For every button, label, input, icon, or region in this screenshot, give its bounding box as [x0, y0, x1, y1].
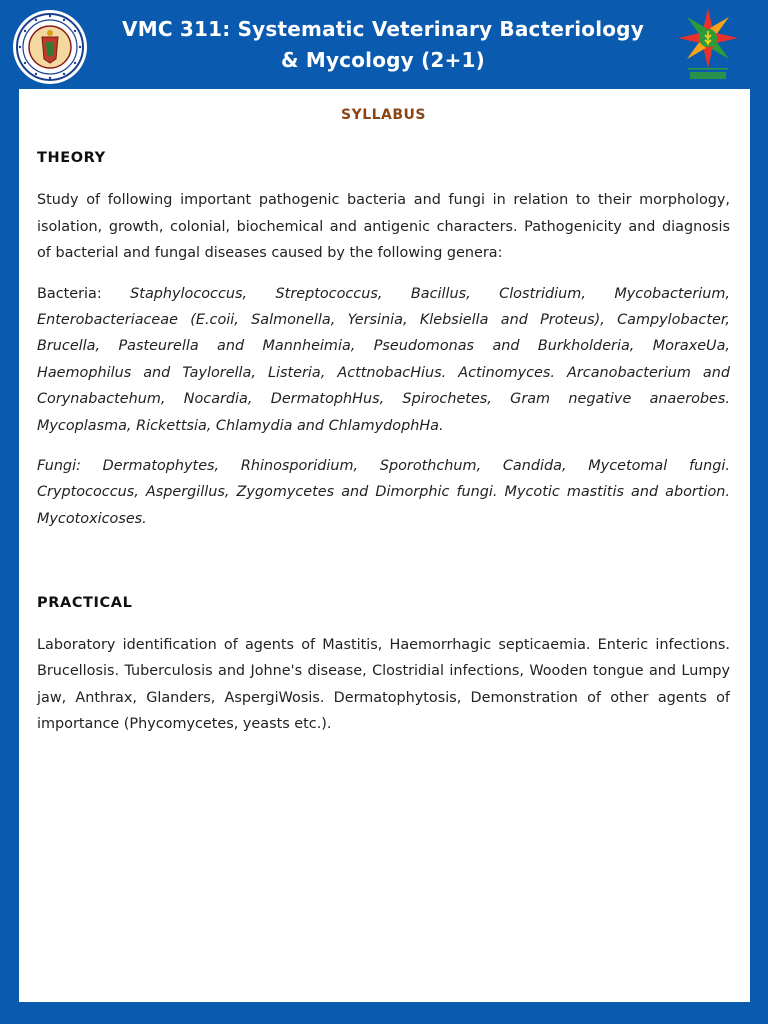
title-line-2: & Mycology (2+1)	[281, 48, 485, 72]
document-title	[100, 14, 666, 76]
bacteria-list: Staphylococcus, Streptococcus, Bacillus, Clostridium, Mycobacterium, Enterobacteriaceae (E.coii, Salmonella, Yersinia, Klebsiella and Proteus), Campylobacter, Brucella, Pasteurella and Mannheimia, Pseudomonas and Burkholderia, MoraxeUa, Haemophilus and Taylorella, Listeria, ActtnobacHius. Actinomyces. Arcanobacterium and Corynabactehum, Nocardia, DermatophHus, Spirochetes, Gram negative anaerobes. Mycoplasma, Rickettsia, Chlamydia and ChlamydophHa.	[37, 285, 731, 434]
university-seal-icon	[12, 9, 88, 85]
theory-heading: THEORY	[37, 150, 106, 166]
naip-logo-icon	[660, 4, 756, 84]
title-line-1: VMC 311: Systematic Veterinary Bacteriology	[122, 17, 644, 41]
syllabus-content	[37, 89, 730, 737]
practical-text: Laboratory identification of agents of Mastitis, Haemorrhagic septicaemia. Enteric infections. Brucellosis. Tuberculosis and Johne's disease, Clostridial infections, Wooden tongue and Lumpy jaw, Anthrax, Glanders, AspergiWosis. Dermatophytosis, Demonstration of other agents of importance (Phycomycetes, yeasts etc.).	[37, 636, 730, 732]
theory-bacteria	[37, 281, 730, 439]
theory-intro: Study of following important pathogenic bacteria and fungi in relation to their morphology, isolation, growth, colonial, biochemical and antigenic characters. Pathogenicity and diagnosis of bacterial and fungal diseases caused by the following genera:	[37, 192, 730, 262]
theory-fungi: Fungi: Dermatophytes, Rhinosporidium, Sporothchum, Candida, Mycetomal fungi. Cryptococcus, Aspergillus, Zygomycetes and Dimorphic fungi. Mycotic mastitis and abortion. Mycotoxicoses.	[37, 458, 730, 527]
syllabus-heading: SYLLABUS	[340, 107, 427, 123]
practical-heading: PRACTICAL	[37, 595, 133, 612]
syllabus-page	[19, 89, 750, 1002]
header-bar	[0, 0, 768, 88]
bacteria-label: Bacteria:	[37, 285, 102, 302]
